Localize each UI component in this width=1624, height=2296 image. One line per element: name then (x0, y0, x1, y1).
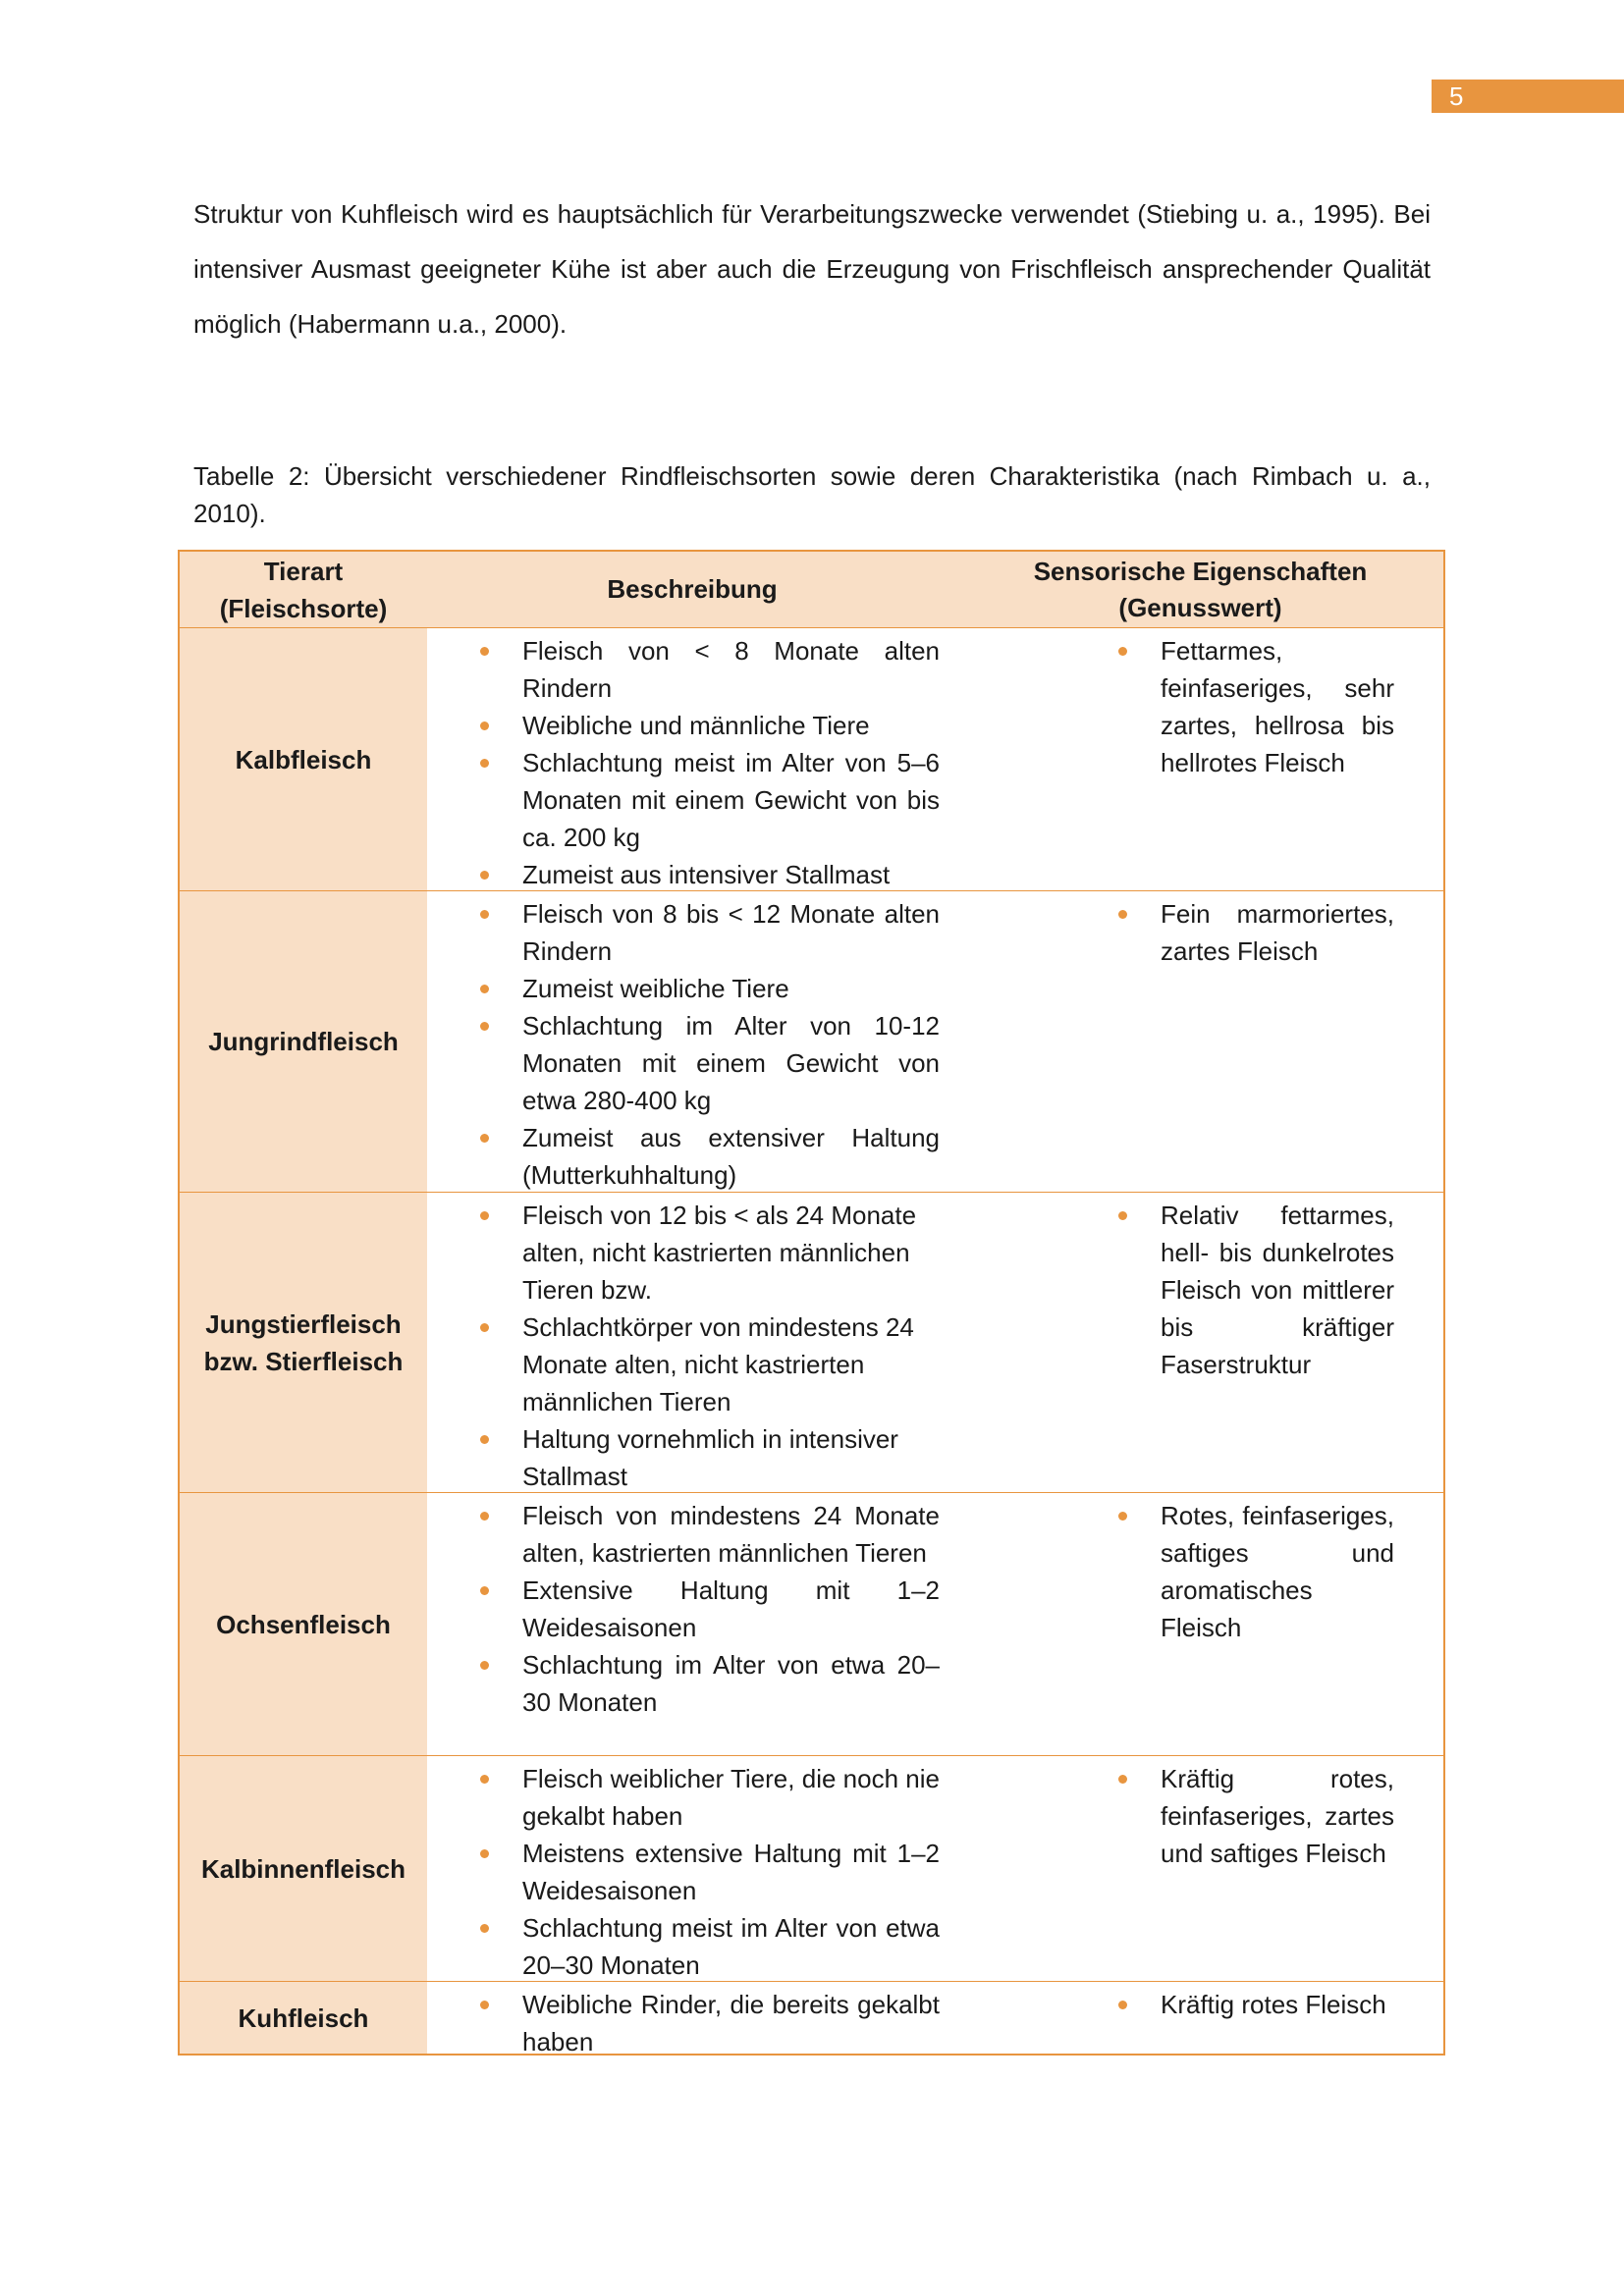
description-list (474, 895, 940, 1194)
bullet-icon (480, 1512, 489, 1521)
bullet-icon (1118, 647, 1127, 656)
type-cell (180, 1982, 427, 2054)
bullet-icon (480, 2001, 489, 2009)
description-list (474, 1986, 940, 2060)
description-list (474, 632, 940, 893)
bullet-icon (480, 1022, 489, 1031)
description-item: Fleisch weiblicher Tiere, die noch nie gekalbt haben (474, 1760, 940, 1835)
type-cell (180, 891, 427, 1192)
table-row (180, 1192, 1443, 1492)
page-number: 5 (1449, 81, 1464, 111)
beef-types-table (178, 550, 1445, 2056)
type-label: Kuhfleisch (238, 2002, 369, 2033)
sensory-cell (957, 1756, 1443, 1981)
bullet-icon (480, 759, 489, 768)
description-item: Meistens extensive Haltung mit 1–2 Weidesaisonen (474, 1835, 940, 1909)
description-list (474, 1497, 940, 1721)
sensory-item: Kräftig rotes, feinfaseriges, zartes und saftiges Fleisch (1112, 1760, 1394, 1872)
bullet-icon (1118, 1775, 1127, 1784)
sensory-list (1112, 1760, 1394, 1872)
type-label: Jungrindfleisch (208, 1027, 399, 1056)
bullet-icon (480, 1323, 489, 1332)
sensory-list (1112, 632, 1394, 781)
sensory-item: Fein marmoriertes, zartes Fleisch (1112, 895, 1394, 970)
description-item: Schlachtung im Alter von 10-12 Monaten mit einem Gewicht von etwa 280-400 kg (474, 1007, 940, 1119)
table-row (180, 1492, 1443, 1755)
bullet-icon (1118, 1512, 1127, 1521)
table-row (180, 1981, 1443, 2054)
description-item: Haltung vornehmlich in intensiver Stallmast (474, 1420, 940, 1495)
sensory-item: Rotes, feinfaseriges, saftiges und aromatisches Fleisch (1112, 1497, 1394, 1646)
description-item: Zumeist aus extensiver Haltung (Mutterkuhhaltung) (474, 1119, 940, 1194)
sensory-cell (957, 1193, 1443, 1492)
bullet-icon (480, 985, 489, 993)
sensory-item: Relativ fettarmes, hell- bis dunkelrotes Fleisch von mittlerer bis kräftiger Faserstruktur (1112, 1197, 1394, 1383)
description-item: Schlachtung meist im Alter von 5–6 Monaten mit einem Gewicht von bis ca. 200 kg (474, 744, 940, 856)
sensory-list (1112, 1197, 1394, 1383)
description-list (474, 1760, 940, 1984)
sensory-item: Kräftig rotes Fleisch (1112, 1986, 1394, 2023)
header-beschreibung: Beschreibung (607, 574, 778, 604)
table-caption: Tabelle 2: Übersicht verschiedener Rindfleischsorten sowie deren Charakteristika (nach Rimbach u. a., 2010). (193, 461, 1431, 528)
bullet-icon (1118, 1211, 1127, 1220)
bullet-icon (480, 647, 489, 656)
bullet-icon (480, 1211, 489, 1220)
sensory-cell (957, 1982, 1443, 2054)
description-cell (427, 1756, 957, 1981)
type-cell (180, 628, 427, 890)
description-item: Schlachtung meist im Alter von etwa 20–30 Monaten (474, 1909, 940, 1984)
description-item: Zumeist aus intensiver Stallmast (474, 856, 940, 893)
description-item: Zumeist weibliche Tiere (474, 970, 940, 1007)
description-item: Extensive Haltung mit 1–2 Weidesaisonen (474, 1572, 940, 1646)
description-cell (427, 1982, 957, 2054)
bullet-icon (480, 1435, 489, 1444)
description-item: Fleisch von < 8 Monate alten Rindern (474, 632, 940, 707)
table-row (180, 627, 1443, 890)
description-item: Fleisch von 8 bis < 12 Monate alten Rindern (474, 895, 940, 970)
table-header-row (180, 552, 1443, 627)
description-item: Weibliche und männliche Tiere (474, 707, 940, 744)
sensory-list (1112, 895, 1394, 970)
page-number-badge (1432, 80, 1624, 113)
bullet-icon (1118, 910, 1127, 919)
header-tierart: Tierart (Fleischsorte) (219, 556, 388, 623)
sensory-cell (957, 1493, 1443, 1755)
type-cell (180, 1756, 427, 1981)
sensory-list (1112, 1497, 1394, 1646)
bullet-icon (480, 1924, 489, 1933)
sensory-item: Fettarmes, feinfaseriges, sehr zartes, hellrosa bis hellrotes Fleisch (1112, 632, 1394, 781)
bullet-icon (480, 910, 489, 919)
description-item: Weibliche Rinder, die bereits gekalbt haben (474, 1986, 940, 2060)
header-cell-tierart (180, 552, 427, 627)
intro-paragraph: Struktur von Kuhfleisch wird es hauptsächlich für Verarbeitungszwecke verwendet (Stiebing u. a., 1995). Bei intensiver Ausmast geeigneter Kühe ist aber auch die Erzeugung von Frischfleisch ansprechender Qualität möglich (Habermann u.a., 2000). (193, 199, 1431, 339)
header-cell-sensorik (957, 552, 1443, 627)
bullet-icon (480, 1586, 489, 1595)
bullet-icon (1118, 2001, 1127, 2009)
description-item: Schlachtkörper von mindestens 24 Monate alten, nicht kastrierten männlichen Tieren (474, 1308, 940, 1420)
description-item: Fleisch von mindestens 24 Monate alten, kastrierten männlichen Tieren (474, 1497, 940, 1572)
bullet-icon (480, 1661, 489, 1670)
bullet-icon (480, 1775, 489, 1784)
bullet-icon (480, 871, 489, 880)
header-cell-beschreibung (427, 552, 957, 627)
sensory-list (1112, 1986, 1394, 2023)
table-row (180, 890, 1443, 1192)
description-cell (427, 1493, 957, 1755)
bullet-icon (480, 1134, 489, 1143)
bullet-icon (480, 721, 489, 730)
description-item: Fleisch von 12 bis < als 24 Monate alten, nicht kastrierten männlichen Tieren bzw. (474, 1197, 940, 1308)
description-cell (427, 891, 957, 1192)
type-label: Ochsenfleisch (216, 1609, 391, 1639)
description-cell (427, 628, 957, 890)
type-label: Kalbfleisch (235, 744, 372, 774)
type-cell (180, 1493, 427, 1755)
description-cell (427, 1193, 957, 1492)
bullet-icon (480, 1849, 489, 1858)
sensory-cell (957, 891, 1443, 1192)
type-cell (180, 1193, 427, 1492)
sensory-cell (957, 628, 1443, 890)
type-label: Kalbinnenfleisch (200, 1853, 406, 1884)
type-label: Jungstierfleisch bzw. Stierfleisch (203, 1308, 404, 1376)
table-row (180, 1755, 1443, 1981)
description-item: Schlachtung im Alter von etwa 20–30 Monaten (474, 1646, 940, 1721)
description-list (474, 1197, 940, 1495)
header-sensorik: Sensorische Eigenschaften (Genusswert) (1033, 556, 1368, 622)
